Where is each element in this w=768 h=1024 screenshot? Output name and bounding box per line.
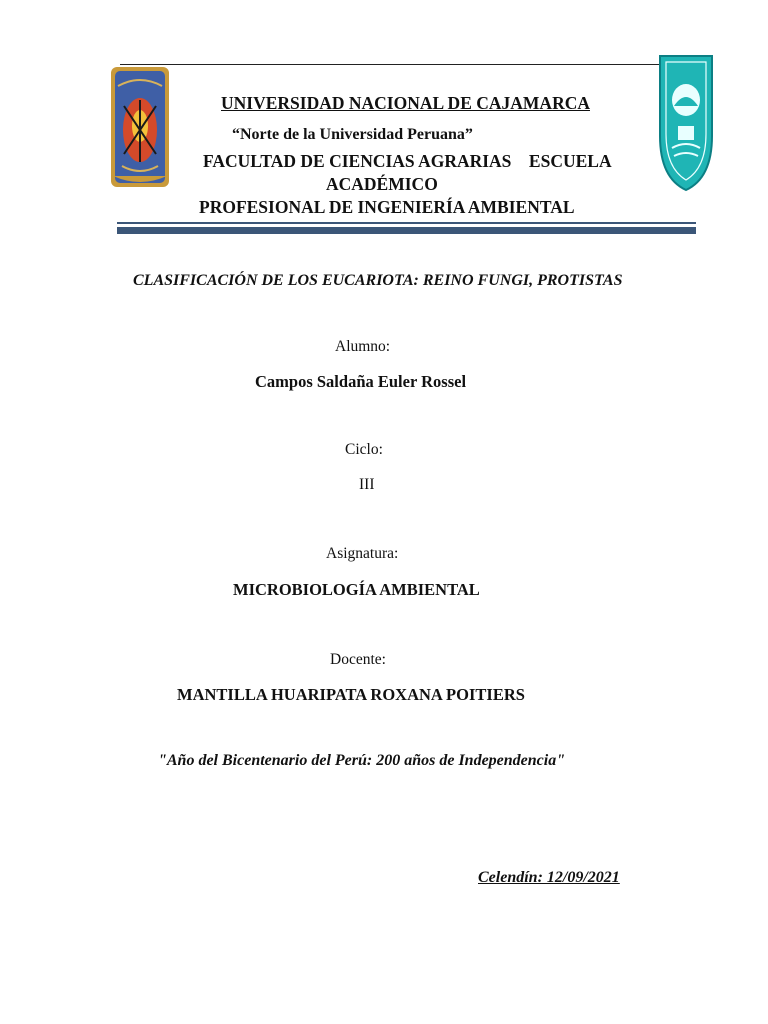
cycle-value: III bbox=[359, 476, 375, 493]
place-date: Celendín: 12/09/2021 bbox=[478, 869, 620, 886]
faculty-line: FACULTAD DE CIENCIAS AGRARIAS ESCUELA bbox=[203, 151, 612, 171]
cycle-label: Ciclo: bbox=[345, 441, 383, 458]
academic-line: ACADÉMICO bbox=[326, 174, 438, 194]
course-value: MICROBIOLOGÍA AMBIENTAL bbox=[233, 580, 480, 599]
top-rule bbox=[120, 64, 668, 65]
course-label: Asignatura: bbox=[326, 545, 399, 562]
year-motto: "Año del Bicentenario del Perú: 200 años de Independencia" bbox=[158, 752, 566, 769]
program-line: PROFESIONAL DE INGENIERÍA AMBIENTAL bbox=[199, 197, 575, 217]
teacher-value: MANTILLA HUARIPATA ROXANA POITIERS bbox=[177, 685, 525, 704]
university-seal-icon bbox=[110, 66, 170, 188]
header-rule-thick bbox=[117, 227, 696, 234]
university-motto: “Norte de la Universidad Peruana” bbox=[232, 126, 473, 143]
teacher-label: Docente: bbox=[330, 651, 386, 668]
university-name: UNIVERSIDAD NACIONAL DE CAJAMARCA bbox=[221, 93, 590, 113]
student-label: Alumno: bbox=[335, 338, 391, 355]
header-rule-thin bbox=[117, 222, 696, 224]
document-title: CLASIFICACIÓN DE LOS EUCARIOTA: REINO FUNGI, PROTISTAS bbox=[133, 272, 623, 289]
student-name: Campos Saldaña Euler Rossel bbox=[255, 372, 467, 391]
faculty-seal-icon bbox=[656, 50, 716, 192]
